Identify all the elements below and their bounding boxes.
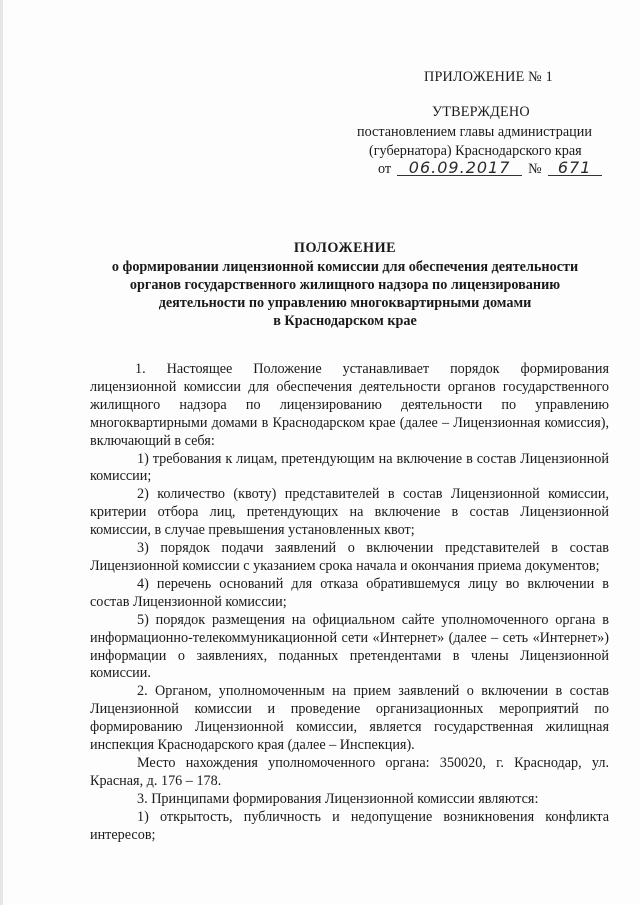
subtitle-line-3: деятельности по управлению многоквартирными домами bbox=[158, 295, 532, 311]
handwritten-number: 671 bbox=[548, 161, 602, 176]
paragraph: 4) перечень оснований для отказа обратившемуся лицу во включении в состав Лицензионной комиссии; bbox=[90, 575, 609, 610]
handwritten-date: 06.09.2017 bbox=[397, 161, 522, 176]
approval-date-line bbox=[378, 158, 602, 177]
document-title: ПОЛОЖЕНИЕ bbox=[293, 240, 397, 256]
approval-line-2: (губернатора) Краснодарского края bbox=[369, 143, 582, 159]
paragraph: 1. Настоящее Положение устанавливает порядок формирования лицензионной комиссии для обеспечения деятельности органов государственного жилищного надзора по лицензированию деятельности по управлению многоквартирными домами в Краснодарском крае (далее – Лицензионная комиссия), включающий в себя: bbox=[90, 361, 609, 449]
paragraph: 3. Принципами формирования Лицензионной комиссии являются: bbox=[137, 790, 539, 807]
paragraph: Место нахождения уполномоченного органа: 350020, г. Краснодар, ул. Красная, д. 176 – 178. bbox=[90, 754, 609, 789]
paragraph: 2) количество (квоту) представителей в состав Лицензионной комиссии, критерии отбора лиц, претендующих на включение в состав Лицензионной комиссии, в случае превышения установленных квот; bbox=[90, 486, 609, 539]
approved-label: УТВЕРЖДЕНО bbox=[432, 104, 530, 120]
paragraph: 2. Органом, уполномоченным на прием заявлений о включении в состав Лицензионной комиссии и проведение организационных мероприятий по формированию Лицензионной комиссии, является государственная жилищная инспекция Краснодарского края (далее – Инспекция). bbox=[90, 683, 609, 754]
appendix-label: ПРИЛОЖЕНИЕ № 1 bbox=[424, 69, 553, 85]
paragraph: 1) требования к лицам, претендующим на включение в состав Лицензионной комиссии; bbox=[90, 450, 609, 485]
number-label: № bbox=[528, 161, 542, 177]
subtitle-line-2: органов государственного жилищного надзора по лицензированию bbox=[129, 277, 561, 293]
subtitle-line-1: о формировании лицензионной комиссии для обеспечения деятельности bbox=[111, 259, 579, 275]
document-body bbox=[90, 361, 609, 844]
paragraph: 3) порядок подачи заявлений о включении представителей в состав Лицензионной комиссии с указанием срока начала и окончания приема документов; bbox=[90, 540, 609, 574]
approval-line-1: постановлением главы администрации bbox=[357, 124, 592, 140]
paragraph: 5) порядок размещения на официальном сайте уполномоченного органа в информационно-телекоммуникационной сети «Интернет» (далее – сеть «Интернет») информации о заявлениях, поданных претендентами в члены Лицензионной комиссии. bbox=[90, 611, 609, 682]
subtitle-line-4: в Краснодарском крае bbox=[273, 313, 417, 329]
paragraph: 1) открытость, публичность и недопущение возникновения конфликта интересов; bbox=[90, 808, 609, 843]
from-label: от bbox=[378, 161, 392, 177]
scan-edge bbox=[0, 0, 3, 905]
